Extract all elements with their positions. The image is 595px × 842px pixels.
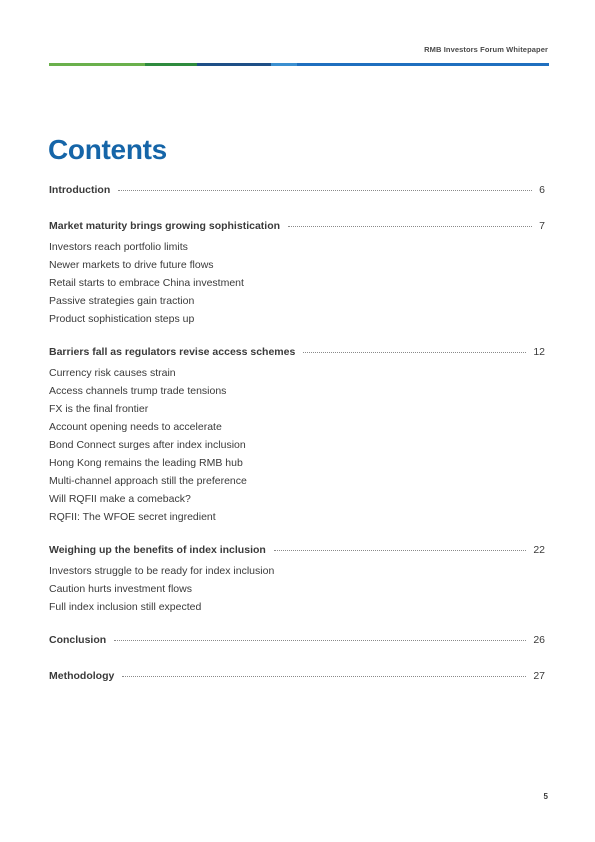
toc-subitem[interactable]: Bond Connect surges after index inclusion bbox=[49, 439, 246, 451]
toc-entry[interactable] bbox=[49, 670, 545, 688]
toc-section bbox=[49, 634, 545, 652]
rule-segment bbox=[297, 63, 549, 66]
toc-section bbox=[49, 220, 545, 328]
toc-entry[interactable] bbox=[49, 184, 545, 202]
toc-entry-title: Introduction bbox=[49, 184, 111, 196]
toc-subitem[interactable]: Investors struggle to be ready for index inclusion bbox=[49, 565, 275, 577]
toc-entry[interactable] bbox=[49, 346, 545, 364]
toc-leader-dots bbox=[122, 676, 526, 677]
toc-section bbox=[49, 346, 545, 526]
toc-entry[interactable] bbox=[49, 634, 545, 652]
toc-subitem[interactable]: Newer markets to drive future flows bbox=[49, 259, 214, 271]
page-title: Contents bbox=[48, 134, 167, 165]
toc-subitem[interactable]: Access channels trump trade tensions bbox=[49, 385, 227, 397]
toc-subitem[interactable]: Product sophistication steps up bbox=[49, 313, 195, 325]
rule-segment bbox=[197, 63, 271, 66]
rule-segment bbox=[271, 63, 297, 66]
toc-section bbox=[49, 670, 545, 688]
toc-entry-title: Weighing up the benefits of index inclusion bbox=[49, 544, 266, 556]
toc-entry-page: 12 bbox=[533, 346, 545, 358]
toc-section bbox=[49, 544, 545, 616]
toc-subitem[interactable]: Multi-channel approach still the preference bbox=[49, 475, 247, 487]
toc-entry-page: 27 bbox=[533, 670, 545, 682]
rule-segment bbox=[49, 63, 145, 66]
toc-entry-page: 7 bbox=[539, 220, 545, 232]
toc-leader-dots bbox=[118, 190, 532, 191]
toc-entry-title: Conclusion bbox=[49, 634, 107, 646]
toc-leader-dots bbox=[274, 550, 527, 551]
toc-subitem[interactable]: Hong Kong remains the leading RMB hub bbox=[49, 457, 243, 469]
page-number: 5 bbox=[543, 792, 548, 801]
toc-entry-page: 6 bbox=[539, 184, 545, 196]
toc-entry-title: Market maturity brings growing sophistication bbox=[49, 220, 281, 232]
header-title: RMB Investors Forum Whitepaper bbox=[424, 45, 548, 54]
toc-subitem[interactable]: Investors reach portfolio limits bbox=[49, 241, 188, 253]
toc-leader-dots bbox=[114, 640, 526, 641]
toc-entry-title: Methodology bbox=[49, 670, 115, 682]
toc-leader-dots bbox=[303, 352, 526, 353]
toc-subitem[interactable]: Full index inclusion still expected bbox=[49, 601, 202, 613]
toc-entry[interactable] bbox=[49, 544, 545, 562]
toc-section bbox=[49, 184, 545, 202]
toc-subitem[interactable]: Retail starts to embrace China investment bbox=[49, 277, 244, 289]
toc-subitem[interactable]: Account opening needs to accelerate bbox=[49, 421, 222, 433]
toc-entry-page: 22 bbox=[533, 544, 545, 556]
toc-subitem[interactable]: Currency risk causes strain bbox=[49, 367, 176, 379]
toc-entry-title: Barriers fall as regulators revise access schemes bbox=[49, 346, 296, 358]
toc-subitem[interactable]: Caution hurts investment flows bbox=[49, 583, 192, 595]
rule-segment bbox=[145, 63, 197, 66]
toc-subitem[interactable]: Passive strategies gain traction bbox=[49, 295, 195, 307]
toc-entry[interactable] bbox=[49, 220, 545, 238]
toc-entry-page: 26 bbox=[533, 634, 545, 646]
toc-subitem[interactable]: Will RQFII make a comeback? bbox=[49, 493, 191, 505]
toc-subitem[interactable]: RQFII: The WFOE secret ingredient bbox=[49, 511, 216, 523]
toc-subitem[interactable]: FX is the final frontier bbox=[49, 403, 149, 415]
table-of-contents bbox=[49, 184, 545, 706]
toc-leader-dots bbox=[288, 226, 532, 227]
header-rule bbox=[49, 63, 549, 66]
